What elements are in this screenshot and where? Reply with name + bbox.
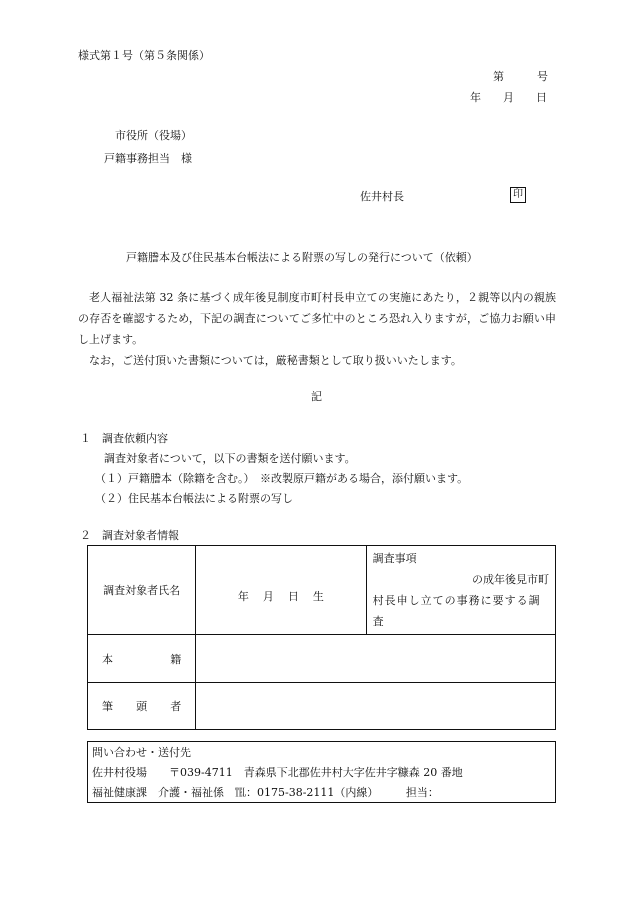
dob-cell [196, 546, 366, 635]
table-row [88, 683, 556, 730]
survey-item-text-2: 村長申し立ての事務に要する調査 [372, 594, 541, 628]
contact-line-1: 佐井村役場 〒039-4711 青森県下北郡佐井村大字佐井字糠森 20 番地 [92, 766, 463, 779]
honseki-char-1: 本 [102, 652, 113, 666]
table-row [88, 546, 556, 635]
survey-item-cell [366, 546, 555, 635]
contact-title: 問い合わせ・送付先 [92, 746, 191, 759]
section2-heading: ２ 調査対象者情報 [80, 529, 179, 542]
section1-heading: １ 調査依頼内容 [80, 432, 168, 445]
document-title: 戸籍謄本及び住民基本台帳法による附票の写しの発行について（依頼） [126, 251, 478, 264]
contact-box [87, 741, 556, 803]
honseki-value-cell [196, 635, 556, 683]
honseki-label-cell [88, 635, 196, 683]
dob-year: 年 [237, 590, 249, 603]
body-paragraph-2: なお，ご送付頂いた書類については，厳秘書類として取り扱いいたします。 [89, 354, 462, 367]
date-line: 年 月 日 [470, 91, 547, 104]
ki-heading: 記 [311, 390, 322, 403]
dob-month: 月 [262, 590, 274, 603]
addressee-office: 市役所（役場） [115, 129, 192, 142]
target-info-table [87, 545, 556, 730]
table-row [88, 635, 556, 683]
section1-item-1: （１）戸籍謄本（除籍を含む。） ※改製原戸籍がある場合，添付願います。 [95, 472, 469, 485]
hittousha-value-cell [196, 683, 556, 730]
survey-item-text-1: の成年後見市町 [472, 573, 549, 586]
name-header-cell: 調査対象者氏名 [88, 546, 196, 635]
hittousha-label-cell [88, 683, 196, 730]
section1-item-2: （２）住民基本台帳法による附票の写し [95, 492, 293, 505]
honseki-char-2: 籍 [170, 652, 182, 666]
survey-item-label: 調査事項 [372, 552, 417, 565]
body-text [78, 287, 556, 371]
dob-born: 生 [312, 590, 324, 603]
seal-mark: 印 [510, 187, 526, 203]
form-number: 様式第１号（第５条関係） [78, 49, 210, 62]
sender-name: 佐井村長 [360, 190, 404, 203]
body-paragraph-1: 老人福祉法第 32 条に基づく成年後見制度市町村長申立ての実施にあたり，２親等以内の親族の存否を確認するため，下記の調査についてご多忙中のところ恐れ入りますが，ご協力お願い申し上げます。 [78, 291, 556, 346]
document-number-line: 第 号 [493, 70, 548, 83]
dob-day: 日 [287, 590, 299, 603]
section1-intro: 調査対象者について，以下の書類を送付願います。 [104, 452, 356, 465]
hittousha-char-1: 筆 [102, 700, 113, 713]
hittousha-char-2: 頭 [136, 700, 148, 713]
addressee-person: 戸籍事務担当 様 [104, 152, 192, 165]
hittousha-char-3: 者 [170, 700, 182, 713]
contact-line-2: 福祉健康課 介護・福祉係 ℡：0175-38-2111（内線） 担当： [92, 786, 439, 799]
